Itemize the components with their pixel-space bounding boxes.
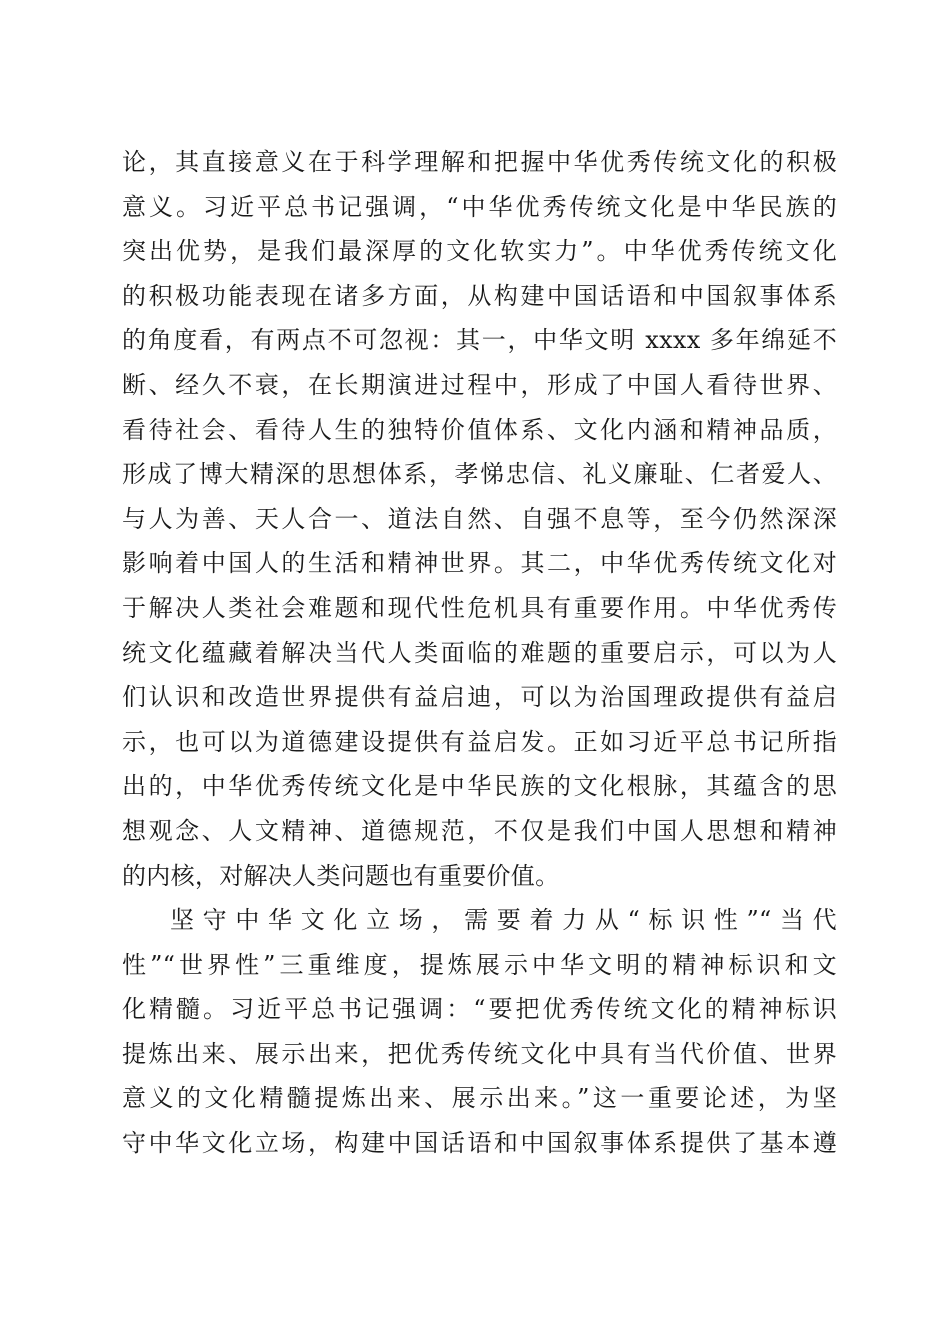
text-line: 坚守中华文化立场，需要着力从“标识性”“当代 [170,906,837,935]
text-line: 意义的文化精髓提炼出来、展示出来。”这一重要论述，为坚 [122,1084,837,1113]
text-line: 于解决人类社会难题和现代性危机具有重要作用。中华优秀传 [122,593,837,622]
text-line: 提炼出来、展示出来，把优秀传统文化中具有当代价值、世界 [122,1039,837,1068]
paragraph-1 [122,140,837,898]
text-line: 与人为善、天人合一、道法自然、自强不息等，至今仍然深深 [122,504,837,533]
text-line: 的积极功能表现在诸多方面，从构建中国话语和中国叙事体系 [122,281,837,310]
text-line: 意义。习近平总书记强调，“中华优秀传统文化是中华民族的 [122,192,837,221]
text-line: 化精髓。习近平总书记强调：“要把优秀传统文化的精神标识 [122,995,837,1024]
text-line: 的内核，对解决人类问题也有重要价值。 [122,861,560,890]
paragraph-2 [122,898,837,1166]
text-line: 形成了博大精深的思想体系，孝悌忠信、礼义廉耻、仁者爱人、 [122,460,837,489]
text-line: 们认识和改造世界提供有益启迪，可以为治国理政提供有益启 [122,683,837,712]
text-line: 突出优势，是我们最深厚的文化软实力”。中华优秀传统文化 [122,237,837,266]
text-line: 看待社会、看待人生的独特价值体系、文化内涵和精神品质， [122,415,837,444]
text-line: 示，也可以为道德建设提供有益启发。正如习近平总书记所指 [122,727,837,756]
text-line: 的角度看，有两点不可忽视：其一，中华文明 xxxx 多年绵延不 [122,326,837,355]
text-line: 论，其直接意义在于科学理解和把握中华优秀传统文化的积极 [122,148,837,176]
text-line: 性”“世界性”三重维度，提炼展示中华文明的精神标识和文 [122,950,837,979]
text-line: 出的，中华优秀传统文化是中华民族的文化根脉，其蕴含的思 [122,772,837,801]
text-line: 断、经久不衰，在长期演进过程中，形成了中国人看待世界、 [122,370,837,399]
text-line: 想观念、人文精神、道德规范，不仅是我们中国人思想和精神 [122,816,837,845]
text-line: 统文化蕴藏着解决当代人类面临的难题的重要启示，可以为人 [122,638,837,667]
text-line: 守中华文化立场，构建中国话语和中国叙事体系提供了基本遵 [122,1129,837,1158]
body-text [122,140,837,1166]
text-line: 影响着中国人的生活和精神世界。其二，中华优秀传统文化对 [122,549,837,578]
